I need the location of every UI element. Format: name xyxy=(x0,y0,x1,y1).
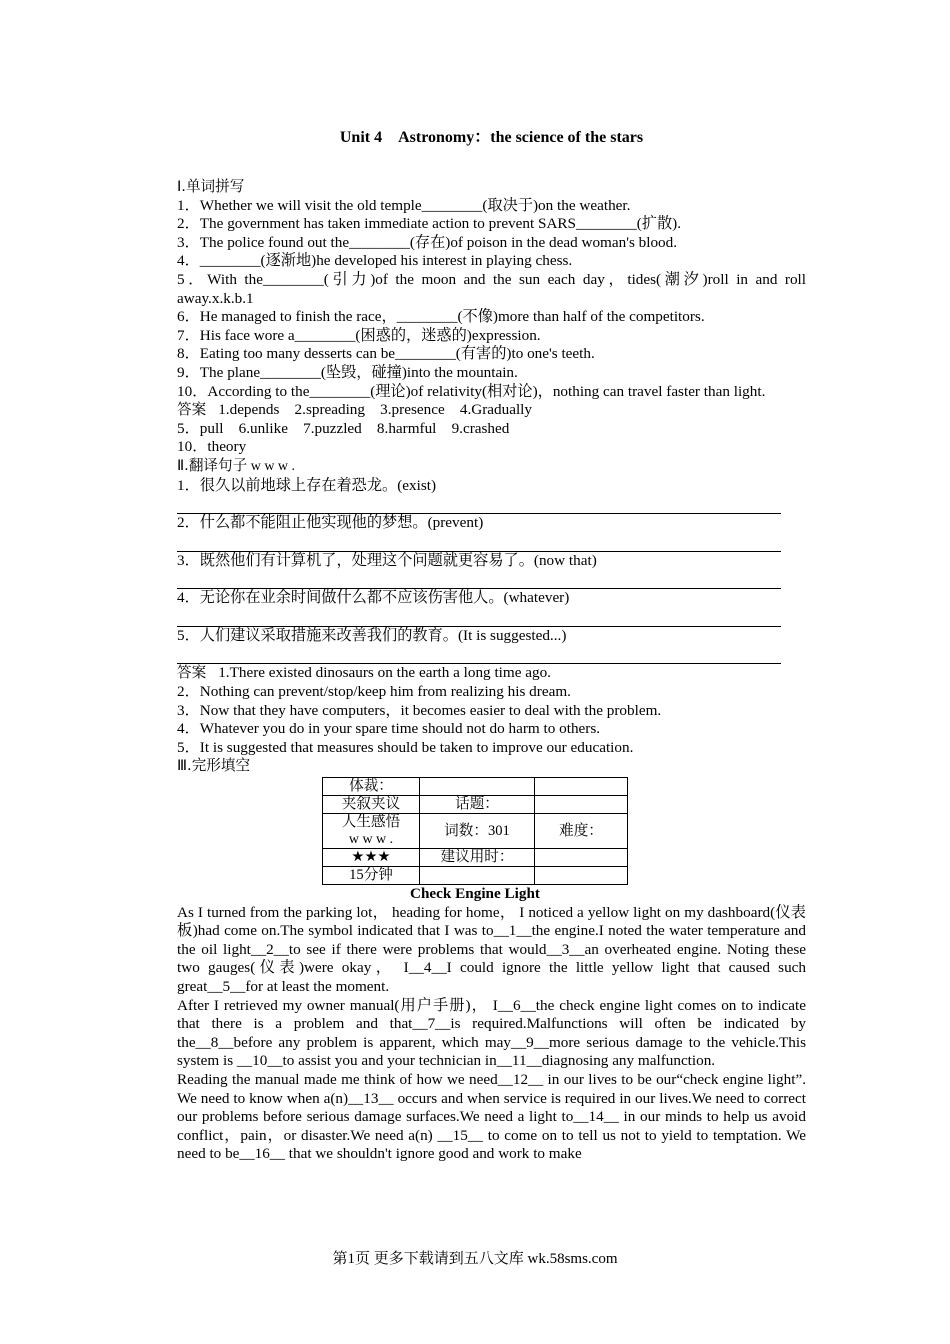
s1-item: 2．The government has taken immediate action to prevent SARS________(扩散). xyxy=(177,215,682,233)
difficulty-stars: ★★★ xyxy=(323,849,420,867)
genre-value: 夹叙夹议 xyxy=(323,796,420,814)
time-value: 15分钟 xyxy=(323,867,420,885)
answer-line[interactable] xyxy=(177,645,781,664)
s2-answer: 3．Now that they have computers，it becomes easier to deal with the problem. xyxy=(177,701,662,719)
watermark-text: w w w . xyxy=(247,458,296,474)
section3-heading: Ⅲ.完形填空 xyxy=(177,757,251,775)
s2-answer: 4．Whatever you do in your spare time should not do harm to others. xyxy=(177,720,601,738)
s1-item: 1．Whether we will visit the old temple________(取决于)on the weather. xyxy=(177,196,631,214)
page-title: Unit 4 Astronomy：the science of the stars xyxy=(339,129,644,146)
watermark-text: w w w . xyxy=(348,832,394,848)
passage-title: Check Engine Light xyxy=(410,885,540,903)
s1-answer: 10．theory xyxy=(177,438,247,456)
section2-heading: Ⅱ.翻译句子 xyxy=(177,456,248,474)
difficulty-label: 难度： xyxy=(535,814,628,849)
passage-info-table xyxy=(322,777,628,885)
s2-item: 3．既然他们有计算机了，处理这个问题就更容易了。(now that) xyxy=(177,551,597,569)
s2-answer: 1.There existed dinosaurs on the earth a long time ago. xyxy=(218,664,551,682)
answer-line[interactable] xyxy=(177,495,781,514)
topic-value: 人生感悟 xyxy=(341,814,401,831)
s1-item: 10．According to the________(理论)of relativity(相对论)，nothing can travel faster than light. xyxy=(177,382,766,400)
time-label: 建议用时： xyxy=(420,849,535,867)
s2-item: 5．人们建议采取措施来改善我们的教育。(It is suggested...) xyxy=(177,626,567,644)
answer-line[interactable] xyxy=(177,608,781,627)
answer-label: 答案 xyxy=(177,401,207,419)
word-count: 词数：301 xyxy=(420,814,535,849)
page-footer: 第1页 更多下载请到五八文库 wk.58sms.com xyxy=(332,1251,618,1267)
topic-cell xyxy=(323,814,420,849)
answer-line[interactable] xyxy=(177,570,781,589)
s1-item: 8．Eating too many desserts can be________(有害的)to one's teeth. xyxy=(177,345,595,363)
passage-paragraph: Reading the manual made me think of how we need__12__ in our lives to be our“check engine light”. We need to know when a(n)__13__ occurs and when service is required in our lives.We need to correct our problems before serious damage surfaces.We need a light to__14__ in our minds to help us avoid conflict，pain，or disaster.We need a(n) __15__ to come on to tell us not to yield to temptation. We need to be__16__ that we shouldn't ignore good and work to make xyxy=(177,1070,806,1163)
section2-heading-line xyxy=(144,457,806,477)
s2-answer-line xyxy=(144,664,806,683)
section1-heading: Ⅰ.单词拼写 xyxy=(177,178,245,195)
s1-item: 4．________(逐渐地)he developed his interest in playing chess. xyxy=(177,252,573,270)
s1-item: 5．With the________(引力)of the moon and the sun each day，tides(潮汐)roll in and roll away.x.k.b.1 xyxy=(177,270,806,307)
s2-item: 1．很久以前地球上存在着恐龙。(exist) xyxy=(177,476,437,494)
s2-answer: 2．Nothing can prevent/stop/keep him from realizing his dream. xyxy=(177,683,571,701)
answer-label: 答案 xyxy=(177,664,207,682)
s1-answer: 1.depends 2.spreading 3.presence 4.Gradually xyxy=(218,401,532,419)
s2-answer: 5．It is suggested that measures should be taken to improve our education. xyxy=(177,738,634,756)
content xyxy=(144,178,806,1164)
passage-paragraph: As I turned from the parking lot， heading for home， I noticed a yellow light on my dashboard(仪表板)had come on.The symbol indicated that I was to__1__the engine.I noted the water temperature and the oil light__2__to see if there were problems that would__3__an overheated engine. Noting these two gauges(仪表)were okay， I__4__I could ignore the little yellow light that caused such great__5__for at least the moment. xyxy=(177,903,806,995)
topic-label: 话题： xyxy=(420,796,535,814)
passage-paragraph: After I retrieved my owner manual(用户手册)， I__6__the check engine light comes on to indicate that there is a problem and that__7__is required.Malfunctions will often be indicated by the__8__before any problem is apparent, which may__9__more serious damage to the vehicle.This system is __10__to assist you and your technician in__11__diagnosing any malfunction. xyxy=(177,996,806,1070)
s2-item: 4．无论你在业余时间做什么都不应该伤害他人。(whatever) xyxy=(177,589,570,607)
s1-answer: 5．pull 6.unlike 7.puzzled 8.harmful 9.crashed xyxy=(177,419,510,437)
s2-item: 2．什么都不能阻止他实现他的梦想。(prevent) xyxy=(177,514,484,532)
s1-item: 6．He managed to finish the race，________(不像)more than half of the competitors. xyxy=(177,308,705,326)
s1-item: 9．The plane________(坠毁，碰撞)into the mountain. xyxy=(177,363,518,381)
genre-label: 体裁： xyxy=(323,778,420,796)
s1-answer-line xyxy=(144,401,806,420)
s1-item: 3．The police found out the________(存在)of poison in the dead woman's blood. xyxy=(177,233,678,251)
answer-line[interactable] xyxy=(177,533,781,552)
s1-item: 7．His face wore a________(困惑的，迷惑的)expression. xyxy=(177,326,541,344)
